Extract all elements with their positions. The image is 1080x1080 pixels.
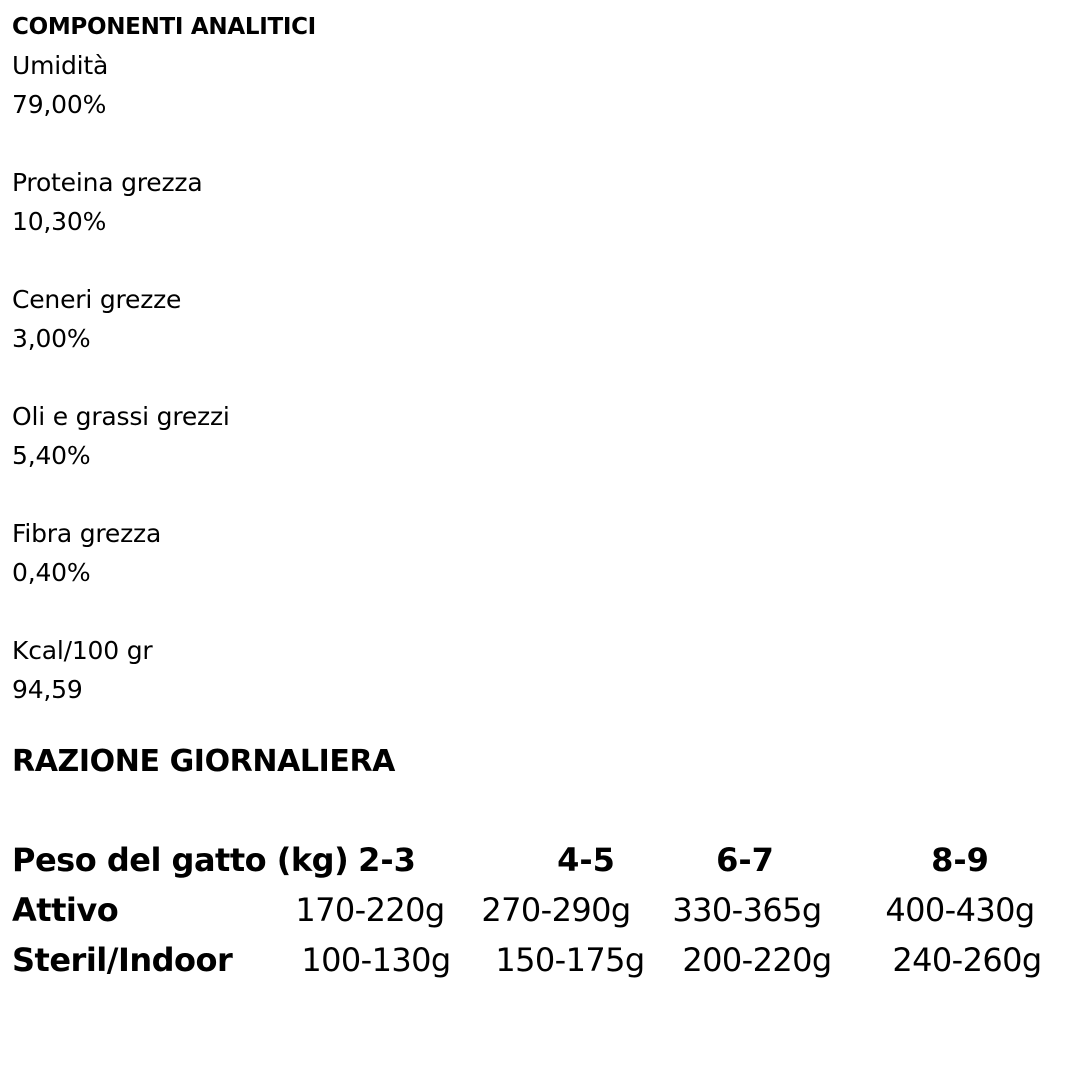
component-item-kcal bbox=[12, 631, 230, 748]
analytical-components-list bbox=[12, 46, 230, 748]
component-value: 79,00% bbox=[12, 90, 107, 119]
daily-ration-title: RAZIONE GIORNALIERA bbox=[12, 744, 395, 779]
weight-column-header: 4-5 bbox=[557, 841, 615, 879]
row-label: Attivo bbox=[12, 891, 119, 929]
component-item-moisture bbox=[12, 46, 230, 163]
weight-column-header: 8-9 bbox=[931, 841, 989, 879]
row-label: Steril/Indoor bbox=[12, 941, 233, 979]
weight-header-label: Peso del gatto (kg) bbox=[12, 841, 349, 879]
ration-value: 170-220g bbox=[295, 891, 445, 929]
component-name: Fibra grezza bbox=[12, 519, 162, 548]
ration-value: 270-290g bbox=[481, 891, 631, 929]
weight-column-header: 6-7 bbox=[716, 841, 774, 879]
component-name: Kcal/100 gr bbox=[12, 636, 153, 665]
ration-value: 400-430g bbox=[885, 891, 1035, 929]
component-value: 5,40% bbox=[12, 441, 91, 470]
component-name: Ceneri grezze bbox=[12, 285, 182, 314]
components-title: COMPONENTI ANALITICI bbox=[12, 14, 316, 40]
component-name: Oli e grassi grezzi bbox=[12, 402, 230, 431]
weight-column-header: 2-3 bbox=[358, 841, 416, 879]
component-item-fiber bbox=[12, 514, 230, 631]
ration-value: 330-365g bbox=[672, 891, 822, 929]
component-name: Umidità bbox=[12, 51, 109, 80]
ration-value: 100-130g bbox=[301, 941, 451, 979]
component-value: 3,00% bbox=[12, 324, 91, 353]
ration-value: 200-220g bbox=[682, 941, 832, 979]
component-name: Proteina grezza bbox=[12, 168, 203, 197]
component-value: 0,40% bbox=[12, 558, 91, 587]
component-item-fat bbox=[12, 397, 230, 514]
component-item-ash bbox=[12, 280, 230, 397]
daily-ration-table bbox=[0, 836, 1080, 986]
component-value: 10,30% bbox=[12, 207, 107, 236]
component-value: 94,59 bbox=[12, 675, 83, 704]
ration-value: 240-260g bbox=[892, 941, 1042, 979]
component-item-protein bbox=[12, 163, 230, 280]
ration-value: 150-175g bbox=[495, 941, 645, 979]
